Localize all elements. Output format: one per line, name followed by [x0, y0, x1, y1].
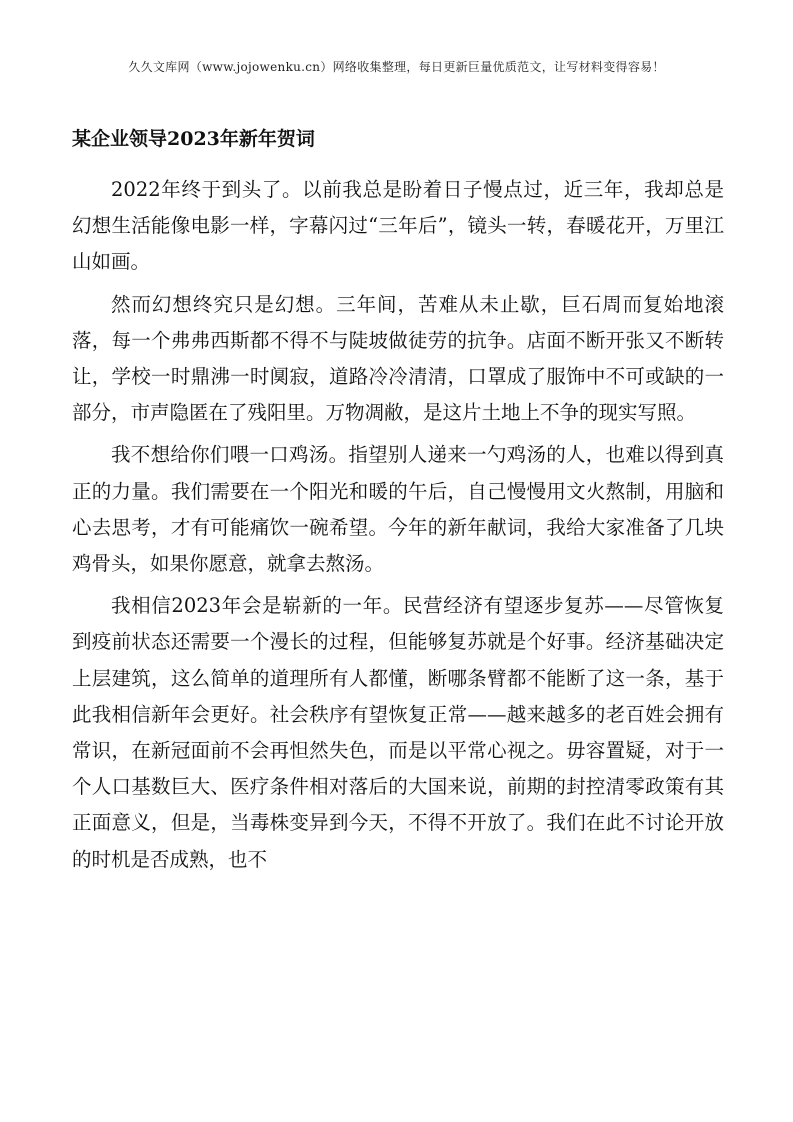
- header-source-note: 久久文库网（www.jojowenku.cn）网络收集整理，每日更新巨量优质范文，让写材料变得容易！: [128, 60, 665, 74]
- paragraph-3: 我不想给你们喂一口鸡汤。指望别人递来一勺鸡汤的人，也难以得到真正的力量。我们需要在一个阳光和暖的午后，自己慢慢用文火熬制，用脑和心去思考，才有可能痛饮一碗希望。今年的新年献词，我给大家准备了几块鸡骨头，如果你愿意，就拿去熬汤。: [72, 443, 724, 576]
- paragraph-2: 然而幻想终究只是幻想。三年间，苦难从未止歇，巨石周而复始地滚落，每一个弗弗西斯都不得不与陡坡做徒劳的抗争。店面不断开张又不断转让，学校一时鼎沸一时阒寂，道路冷冷清清，口罩成了服饰中不可或缺的一部分，市声隐匿在了残阳里。万物凋敝，是这片土地上不争的现实写照。: [72, 292, 724, 425]
- paragraph-1: 2022年终于到头了。以前我总是盼着日子慢点过，近三年，我却总是幻想生活能像电影一样，字幕闪过“三年后”，镜头一转，春暖花开，万里江山如画。: [72, 178, 724, 274]
- document-title: 某企业领导2023年新年贺词: [72, 128, 315, 150]
- document-body: [72, 172, 724, 884]
- paragraph-4: 我相信2023年会是崭新的一年。民营经济有望逐步复苏——尽管恢复到疫前状态还需要一个漫长的过程，但能够复苏就是个好事。经济基础决定上层建筑，这么简单的道理所有人都懂，断哪条臂都不能断了这一条，基于此我相信新年会更好。社会秩序有望恢复正常——越来越多的老百姓会拥有常识，在新冠面前不会再怛然失色，而是以平常心视之。毋容置疑，对于一个人口基数巨大、医疗条件相对落后的大国来说，前期的封控清零政策有其正面意义，但是，当毒株变异到今天，不得不开放了。我们在此不讨论开放的时机是否成熟，也不: [72, 594, 724, 871]
